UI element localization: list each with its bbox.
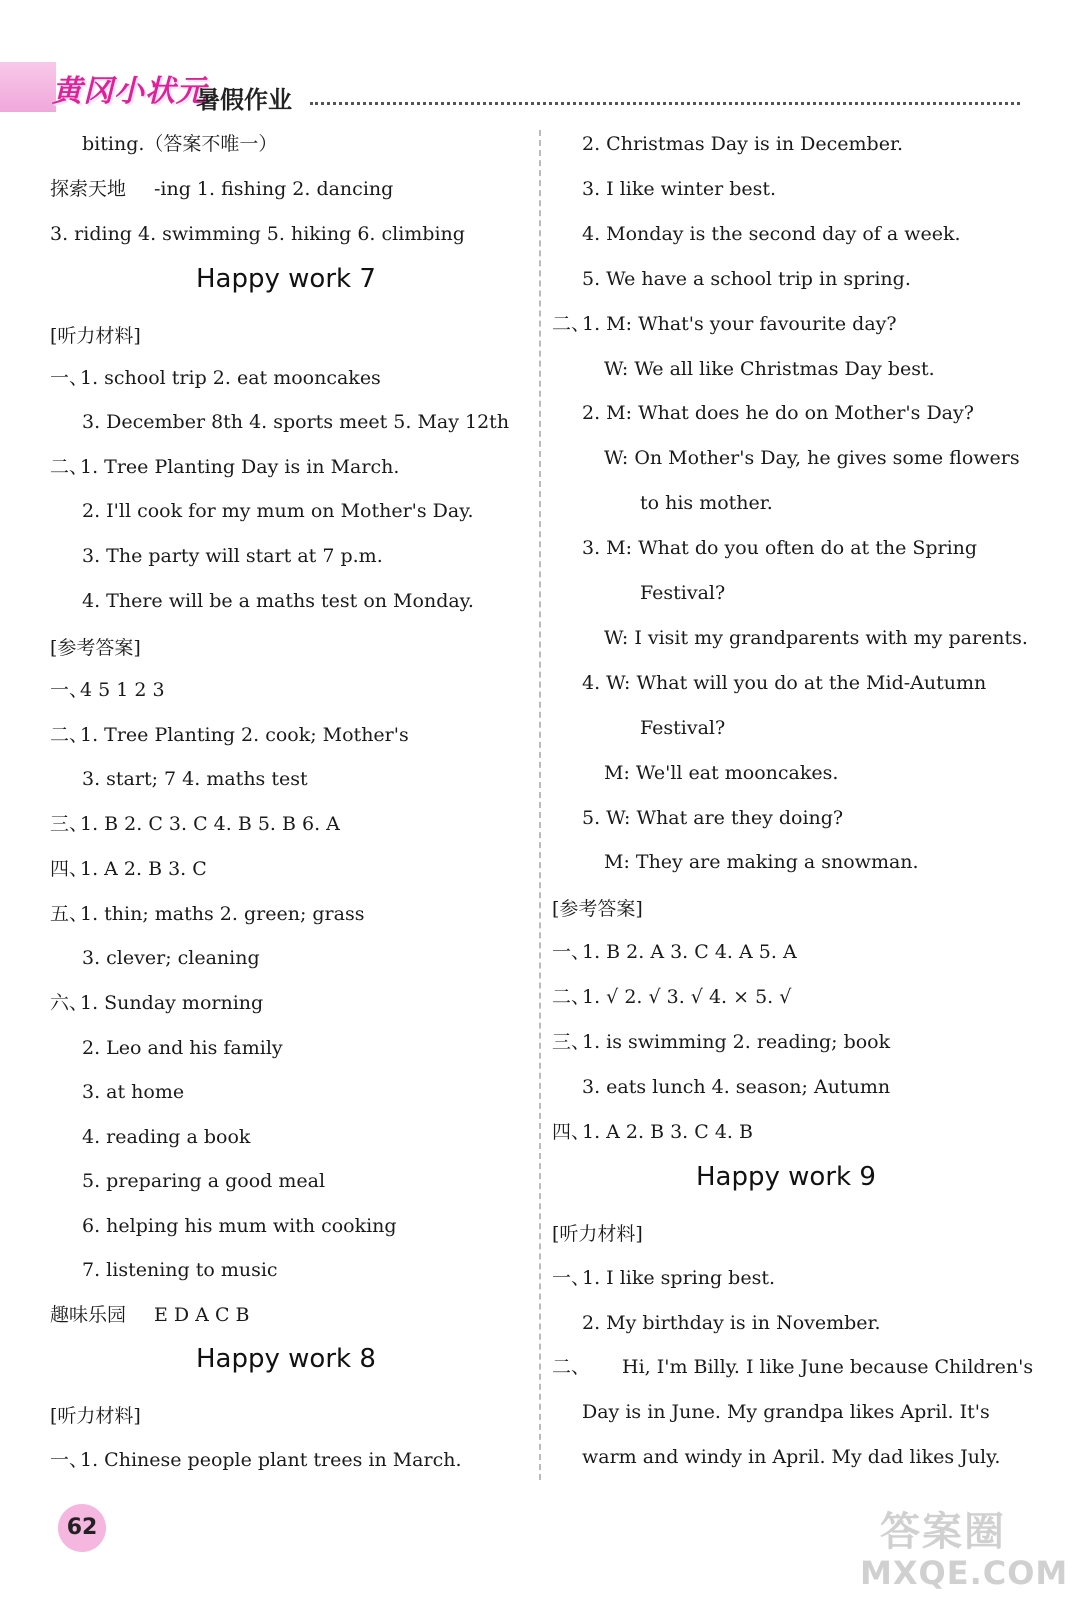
question-number: 一、 <box>50 679 89 701</box>
answer-line: 1. Tree Planting 2. cook; Mother's <box>80 724 409 746</box>
header-pink-band <box>0 62 56 112</box>
answer-line: [听力材料] <box>50 1405 141 1427</box>
answer-line: 1. √ 2. √ 3. √ 4. × 5. √ <box>582 986 792 1008</box>
answer-line: M: We'll eat mooncakes. <box>604 762 839 784</box>
answer-line: 1. B 2. A 3. C 4. A 5. A <box>582 941 797 963</box>
answer-line: -ing 1. fishing 2. dancing <box>154 178 394 200</box>
answer-line: W: On Mother's Day, he gives some flowers <box>604 447 1020 469</box>
answer-line: 1. Chinese people plant trees in March. <box>80 1449 462 1471</box>
answer-line: [听力材料] <box>50 325 141 347</box>
answer-line: 3. I like winter best. <box>582 178 777 200</box>
question-number: 二、 <box>552 986 591 1008</box>
section-heading: Happy work 7 <box>196 264 376 294</box>
question-number: 六、 <box>50 992 89 1014</box>
question-number: 一、 <box>552 1267 591 1289</box>
page-number: 62 <box>58 1504 106 1552</box>
answer-line: warm and windy in April. My dad likes July. <box>582 1446 1001 1468</box>
answer-line: 1. Sunday morning <box>80 992 264 1014</box>
answer-line: 5. We have a school trip in spring. <box>582 268 911 290</box>
answer-line: E D A C B <box>154 1304 250 1326</box>
answer-line: [参考答案] <box>50 637 141 659</box>
answer-line: biting.（答案不唯一） <box>82 133 278 155</box>
answer-line: 1. M: What's your favourite day? <box>582 313 897 335</box>
answer-line: 2. Leo and his family <box>82 1037 283 1059</box>
question-number: 二、 <box>50 724 89 746</box>
answer-line: 1. is swimming 2. reading; book <box>582 1031 891 1053</box>
answer-line: 3. eats lunch 4. season; Autumn <box>582 1076 891 1098</box>
answer-line: [参考答案] <box>552 898 643 920</box>
answer-line: 1. school trip 2. eat mooncakes <box>80 367 381 389</box>
series-title: 暑假作业 <box>196 86 292 114</box>
question-number: 一、 <box>50 1449 89 1471</box>
question-number: 三、 <box>50 813 89 835</box>
question-number: 三、 <box>552 1031 591 1053</box>
question-number: 一、 <box>552 941 591 963</box>
question-number: 探索天地 <box>50 178 127 200</box>
question-number: 四、 <box>552 1121 591 1143</box>
answer-line: to his mother. <box>640 492 773 514</box>
answer-line: 1. A 2. B 3. C <box>80 858 207 880</box>
answer-line: 1. B 2. C 3. C 4. B 5. B 6. A <box>80 813 340 835</box>
answer-line: Day is in June. My grandpa likes April. It's <box>582 1401 990 1423</box>
answer-line: M: They are making a snowman. <box>604 851 919 873</box>
answer-line: 5. W: What are they doing? <box>582 807 844 829</box>
watermark-top: 答案圈 <box>880 1509 1006 1555</box>
answer-line: 3. start; 7 4. maths test <box>82 768 308 790</box>
answer-line: 3. M: What do you often do at the Spring <box>582 537 978 559</box>
answer-line: 4 5 1 2 3 <box>80 679 165 701</box>
section-heading: Happy work 8 <box>196 1344 376 1374</box>
question-number: 二、 <box>50 456 89 478</box>
column-divider <box>539 130 541 1480</box>
page-header <box>0 0 1079 120</box>
question-number: 四、 <box>50 858 89 880</box>
answer-line: 1. thin; maths 2. green; grass <box>80 903 365 925</box>
answer-line: 6. helping his mum with cooking <box>82 1215 397 1237</box>
question-number: 一、 <box>50 367 89 389</box>
brand-logo: 黄冈小状元 <box>52 74 207 109</box>
question-number: 五、 <box>50 903 89 925</box>
answer-line: 3. The party will start at 7 p.m. <box>82 545 383 567</box>
answer-line: 1. Tree Planting Day is in March. <box>80 456 400 478</box>
answer-line: 4. There will be a maths test on Monday. <box>82 590 474 612</box>
question-number: 趣味乐园 <box>50 1304 127 1326</box>
answer-line: 2. My birthday is in November. <box>582 1312 881 1334</box>
answer-line: 7. listening to music <box>82 1259 278 1281</box>
answer-line: 3. December 8th 4. sports meet 5. May 12th <box>82 411 510 433</box>
answer-line: Festival? <box>640 717 726 739</box>
header-dotted-rule <box>310 102 1020 105</box>
answer-line: 1. I like spring best. <box>582 1267 776 1289</box>
answer-line: Festival? <box>640 582 726 604</box>
question-number: 二、 <box>552 313 591 335</box>
answer-line: 3. at home <box>82 1081 185 1103</box>
answer-line: 4. reading a book <box>82 1126 251 1148</box>
watermark-logo <box>860 1500 1070 1596</box>
answer-line: 1. A 2. B 3. C 4. B <box>582 1121 753 1143</box>
answer-line: 4. W: What will you do at the Mid-Autumn <box>582 672 987 694</box>
answer-line: W: I visit my grandparents with my parents. <box>604 627 1028 649</box>
answer-line: Hi, I'm Billy. I like June because Children's <box>622 1356 1034 1378</box>
answer-line: 2. I'll cook for my mum on Mother's Day. <box>82 500 474 522</box>
answer-line: W: We all like Christmas Day best. <box>604 358 935 380</box>
answer-line: 4. Monday is the second day of a week. <box>582 223 961 245</box>
watermark-bottom: MXQE.COM <box>860 1554 1069 1592</box>
section-heading: Happy work 9 <box>696 1162 876 1192</box>
answer-line: 3. riding 4. swimming 5. hiking 6. climbing <box>50 223 465 245</box>
answer-line: 2. M: What does he do on Mother's Day? <box>582 402 974 424</box>
answer-line: 2. Christmas Day is in December. <box>582 133 903 155</box>
question-number: 二、 <box>552 1356 591 1378</box>
answer-line: 5. preparing a good meal <box>82 1170 326 1192</box>
answer-line: 3. clever; cleaning <box>82 947 260 969</box>
answer-line: [听力材料] <box>552 1223 643 1245</box>
